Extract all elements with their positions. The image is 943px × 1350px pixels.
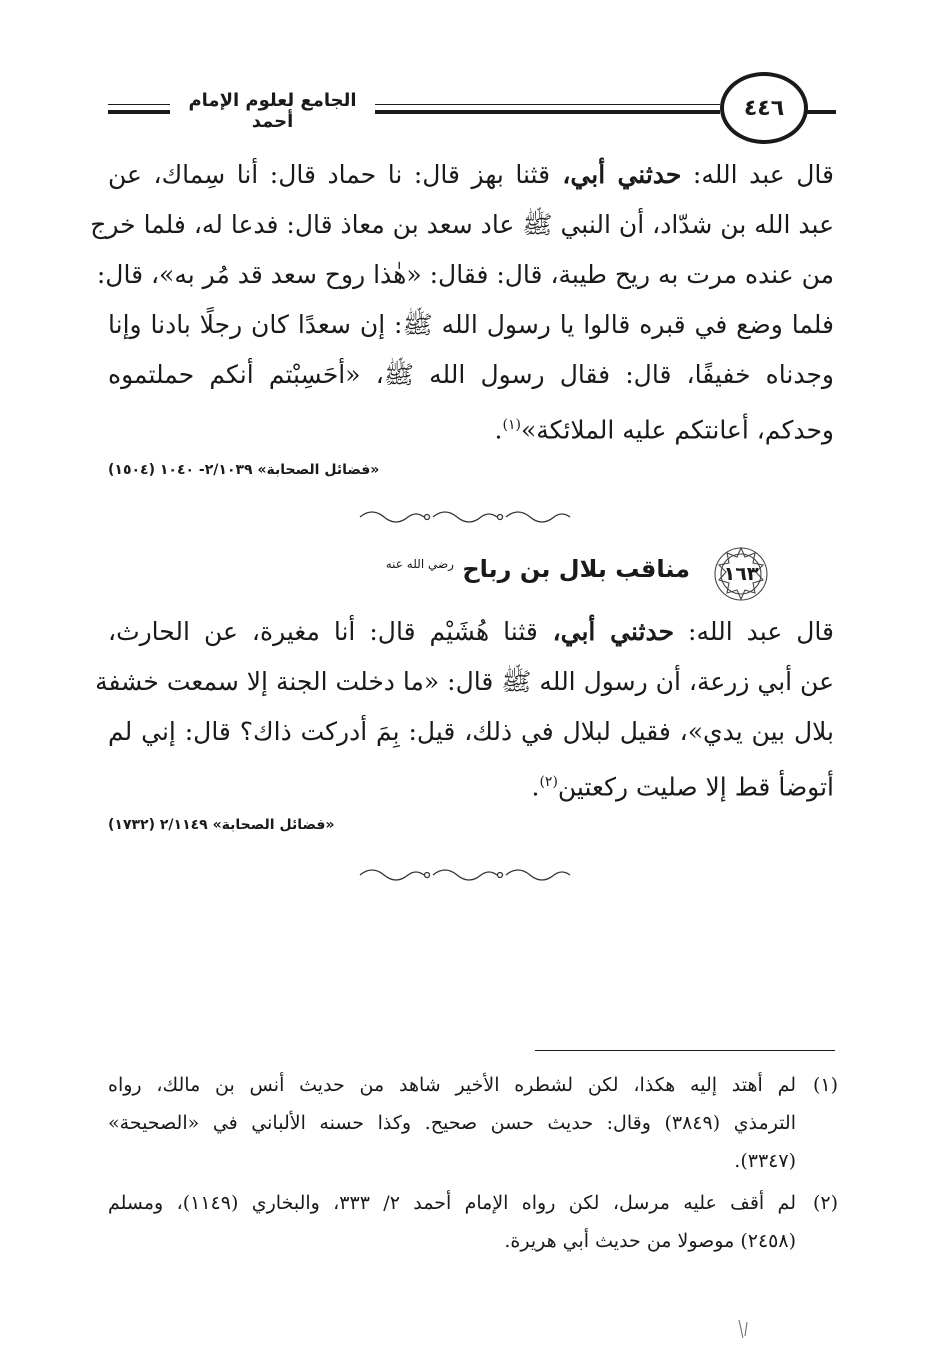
header-rule-middle bbox=[375, 110, 720, 114]
ornament-divider bbox=[355, 507, 575, 527]
text-line: أتوضأ قط إلا صليت ركعتين$^{(٢)}$. bbox=[531, 772, 834, 802]
text-line: فلما وضع في قبره قالوا يا رسول الله ﷺ: إن سعدًا كان رجلًا بادنا وإنا bbox=[108, 310, 835, 339]
section-number-badge bbox=[712, 545, 770, 603]
honorific: رضي الله عنه bbox=[385, 557, 454, 571]
header-rule-middle-thin bbox=[375, 104, 720, 105]
footnote-line: (٢٤٥٨) موصولا من حديث أبي هريرة. bbox=[504, 1230, 796, 1252]
text-line: وجدناه خفيفًا، قال: فقال رسول الله ﷺ، «أحَسِبْتم أنكم حملتموه bbox=[108, 360, 834, 389]
text-line: بلال بين يدي»، فقيل لبلال في ذلك، قيل: بِمَ أدركت ذاك؟ قال: إني لم bbox=[108, 717, 834, 746]
hadith-1-text bbox=[90, 150, 835, 455]
running-title: الجامع لعلوم الإمام أحمد bbox=[188, 90, 357, 132]
footnote-line: لم أهتد إليه هكذا، لكن لشطره الأخير شاهد من حديث أنس بن مالك، رواه bbox=[108, 1074, 796, 1096]
text-line: وحدكم، أعانتكم عليه الملائكة»$^{(١)}$. bbox=[494, 415, 834, 445]
footnote-2 bbox=[108, 1184, 838, 1260]
header-rule-right bbox=[806, 110, 836, 114]
section-heading bbox=[300, 545, 770, 605]
text-line: عبد الله بن شدّاد، أن النبي ﷺ عاد سعد بن معاذ قال: فدعا له، فلما خرج bbox=[90, 210, 834, 239]
footnote-ref[interactable]: (٢) bbox=[539, 774, 558, 790]
header-rule-left bbox=[108, 110, 170, 114]
footnote-number: (٢) bbox=[812, 1192, 838, 1214]
hadith-2-text bbox=[95, 607, 834, 812]
footnote-separator bbox=[535, 1050, 835, 1051]
footnote-ref[interactable]: (١) bbox=[502, 417, 521, 433]
footnote-line: (٣٣٤٧). bbox=[734, 1150, 796, 1172]
footnote-line: لم أقف عليه مرسل، لكن رواه الإمام أحمد ٢/ ٣٣٣، والبخاري (١١٤٩)، ومسلم bbox=[108, 1192, 796, 1214]
text-line: قال عبد الله: حدثني أبي، قثنا بهز قال: نا حماد قال: أنا سِماك، عن bbox=[108, 160, 834, 189]
section-title: مناقب بلال بن رباح $^{رضي الله عنه}$ bbox=[385, 555, 690, 583]
footnote-1 bbox=[108, 1066, 838, 1180]
hadith-2-source: «فضائل الصحابة» ٢/١١٤٩ (١٧٣٢) bbox=[108, 817, 335, 833]
footnote-number: (١) bbox=[812, 1074, 838, 1096]
text-line: من عنده مرت به ريح طيبة، قال: فقال: «هٰذا روح سعد قد مُر به»، قال: bbox=[96, 260, 834, 289]
section-number: ١٦٣ bbox=[723, 563, 759, 585]
page-header bbox=[0, 70, 943, 140]
ornament-divider bbox=[355, 865, 575, 885]
page-number: ٤٤٦ bbox=[720, 72, 808, 144]
scan-mark bbox=[735, 1318, 753, 1340]
text-line: عن أبي زرعة، أن رسول الله ﷺ قال: «ما دخلت الجنة إلا سمعت خشفة bbox=[95, 667, 834, 696]
text-line: قال عبد الله: حدثني أبي، قثنا هُشَيْم قال: أنا مغيرة، عن الحارث، bbox=[108, 617, 834, 646]
footnote-line: الترمذي (٣٨٤٩) وقال: حديث حسن صحيح. وكذا حسنه الألباني في «الصحيحة» bbox=[108, 1112, 796, 1134]
header-rule-left-thin bbox=[108, 104, 170, 105]
hadith-1-source: «فضائل الصحابة» ٢/١٠٣٩- ١٠٤٠ (١٥٠٤) bbox=[108, 462, 380, 478]
